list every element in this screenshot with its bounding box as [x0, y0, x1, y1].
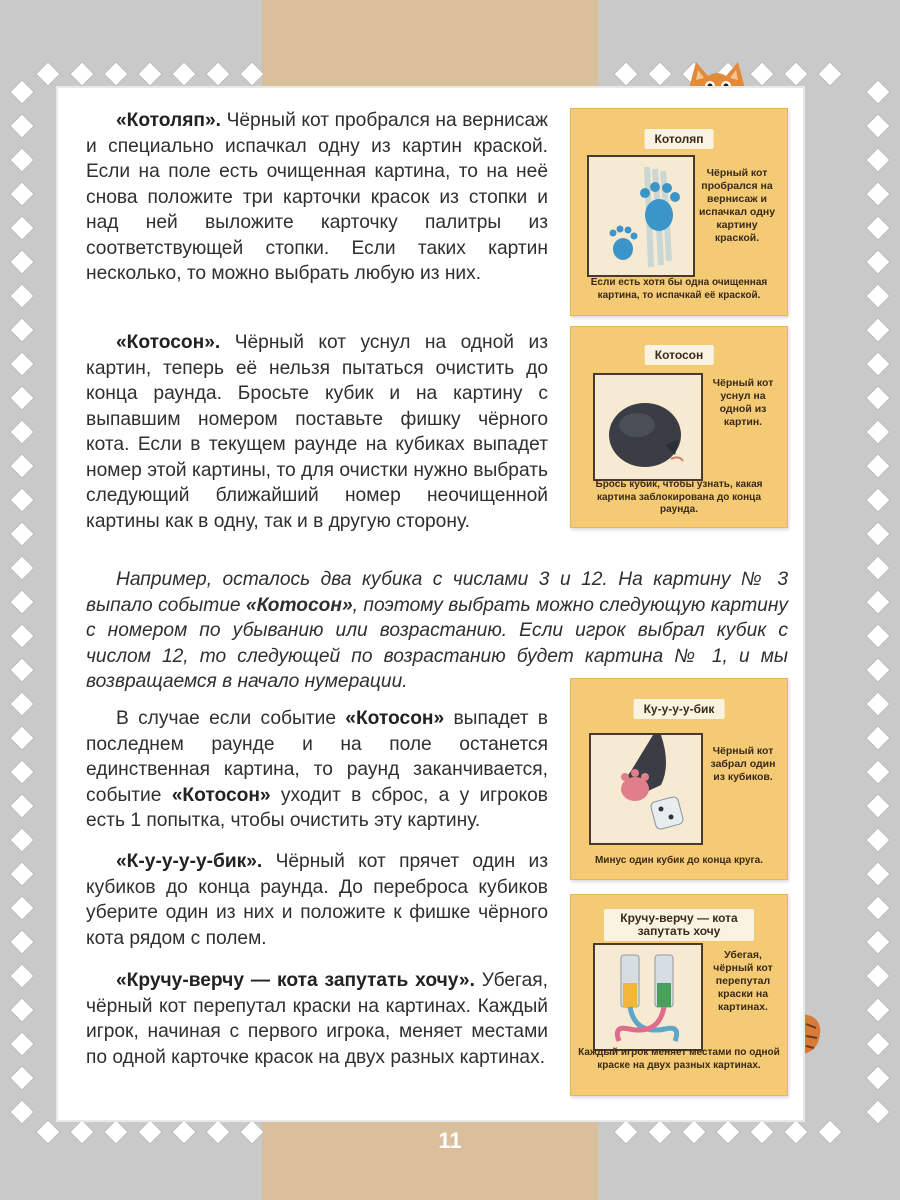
page-number: 11	[438, 1128, 462, 1153]
border-diamond	[9, 589, 34, 614]
border-diamond	[137, 61, 162, 86]
border-diamond	[35, 61, 60, 86]
paragraph-kotoson	[86, 330, 548, 534]
border-diamond	[613, 61, 638, 86]
border-diamond	[647, 61, 672, 86]
event-card-kotolyap	[570, 108, 788, 316]
card-effect: Если есть хотя бы одна очищенная картина, то испачкай её краской.	[590, 277, 768, 301]
border-diamond	[865, 963, 890, 988]
cat-paw-dice-icon	[591, 735, 701, 843]
border-diamond	[9, 147, 34, 172]
border-diamond	[865, 215, 890, 240]
event-body: Чёрный кот уснул на одной из картин, теперь её нельзя пытаться очистить до конца раунда. Бросьте кубик и на картину с выпавшим номером поставьте фишку чёрного кота. Если в текущем раунде на кубиках выпадет номер этой картины, то для очистки нужно выбрать следующий ближайший номер неочищенной картины как в одну, так и в другую сторону.	[86, 332, 548, 532]
border-diamond	[865, 1031, 890, 1056]
border-diamond	[9, 963, 34, 988]
border-diamond	[9, 1065, 34, 1090]
card-illustration-frame	[593, 373, 703, 481]
paragraph-kuuuubik	[86, 849, 548, 951]
paragraph-text: уходит в сброс, а у игроков есть 1 попытка, чтобы очистить эту картину.	[86, 784, 548, 831]
event-title: «Кручу-верчу — кота запутать хочу».	[116, 970, 475, 991]
border-diamond	[9, 895, 34, 920]
card-illustration-frame	[589, 733, 703, 845]
card-effect: Брось кубик, чтобы узнать, какая картина заблокирована до конца раунда.	[595, 479, 763, 515]
card-description: Чёрный кот уснул на одной из картин.	[712, 377, 774, 428]
border-diamond	[865, 113, 890, 138]
card-effect: Каждый игрок меняет местами по одной краске на двух разных картинах.	[578, 1047, 780, 1071]
border-diamond	[865, 283, 890, 308]
border-diamond	[9, 113, 34, 138]
paragraph-last-round	[86, 706, 548, 834]
paragraph-text: В случае если событие	[116, 708, 346, 729]
border-diamond	[865, 759, 890, 784]
border-diamond	[865, 861, 890, 886]
event-title: «К-у-у-у-у-бик».	[116, 851, 263, 872]
border-diamond	[865, 1099, 890, 1124]
border-diamond	[9, 317, 34, 342]
border-diamond	[865, 657, 890, 682]
border-diamond	[9, 385, 34, 410]
border-diamond	[749, 61, 774, 86]
card-title: Ку-у-у-у-бик	[634, 699, 725, 719]
border-diamond	[9, 691, 34, 716]
border-diamond	[239, 61, 264, 86]
card-title: Котосон	[645, 345, 714, 365]
border-diamond	[865, 181, 890, 206]
border-diamond	[9, 487, 34, 512]
border-diamond	[9, 929, 34, 954]
border-diamond	[865, 623, 890, 648]
border-diamond	[171, 61, 196, 86]
border-diamond	[865, 1065, 890, 1090]
border-diamond	[9, 623, 34, 648]
border-diamond	[865, 487, 890, 512]
border-diamond	[9, 249, 34, 274]
border-diamond	[9, 283, 34, 308]
border-diamond	[9, 521, 34, 546]
border-diamond	[865, 793, 890, 818]
border-diamond	[865, 147, 890, 172]
example-text: , поэтому выбрать можно следующую картину с номером по убыванию или возрастанию. Если игрок выбрал кубик с числом 12, то следующей по возрастанию будет картина № 1, и мы возвращаемся в начало нумерации.	[86, 594, 788, 692]
event-card-kuuuubik	[570, 678, 788, 880]
card-description: Убегая, чёрный кот перепутал краски на картинах.	[713, 949, 773, 1013]
border-diamond	[9, 351, 34, 376]
border-diamond	[9, 725, 34, 750]
border-diamond	[865, 351, 890, 376]
border-diamond	[865, 419, 890, 444]
border-diamond	[9, 759, 34, 784]
border-diamond	[9, 419, 34, 444]
paragraph-kotolyap	[86, 108, 548, 287]
border-diamond	[9, 997, 34, 1022]
card-illustration-frame	[587, 155, 695, 277]
border-diamond	[9, 1099, 34, 1124]
border-diamond	[865, 589, 890, 614]
border-diamond	[783, 61, 808, 86]
border-diamond	[205, 61, 230, 86]
border-diamond	[865, 827, 890, 852]
cat-ear-icon	[686, 58, 748, 92]
border-diamond	[9, 657, 34, 682]
border-diamond	[9, 181, 34, 206]
paint-tubes-icon	[595, 945, 701, 1049]
paragraph-text: выпадет в последнем раунде и на поле останется единственная картина, то раунд заканчивается, событие	[86, 708, 548, 806]
event-card-kruchu	[570, 894, 788, 1096]
border-diamond	[865, 725, 890, 750]
paw-print-icon	[589, 157, 693, 275]
border-diamond	[103, 61, 128, 86]
border-diamond	[865, 317, 890, 342]
paragraph-kruchu	[86, 968, 548, 1070]
border-diamond	[9, 861, 34, 886]
example-text: Например, осталось два кубика с числами 3 и 12. На картину № 3 выпало событие	[86, 569, 788, 616]
cat-tail-icon	[800, 1010, 824, 1058]
paragraph-bold: «Котосон»	[345, 708, 445, 729]
border-diamond	[817, 61, 842, 86]
border-diamond	[865, 691, 890, 716]
card-illustration-frame	[593, 943, 703, 1051]
border-diamond	[865, 521, 890, 546]
event-body: Чёрный кот пробрался на вернисаж и специально испачкал одну из картин краской. Если на поле есть очищенная картина, то на неё снова положите три карточки красок из стопки и над ней выложите карточку палитры из соответствующей стопки. Если таких картин несколько, то можно выбрать любую из них.	[86, 110, 548, 284]
border-diamond	[9, 827, 34, 852]
border-diamond	[865, 997, 890, 1022]
paragraph-example	[86, 567, 788, 695]
border-diamond	[69, 61, 94, 86]
border-diamond	[9, 215, 34, 240]
border-diamond	[865, 453, 890, 478]
border-diamond	[865, 895, 890, 920]
event-card-kotoson	[570, 326, 788, 528]
border-diamond	[865, 385, 890, 410]
sleeping-cat-icon	[595, 375, 701, 479]
border-diamond	[865, 929, 890, 954]
card-title: Кручу-верчу — кота запутать хочу	[604, 909, 754, 941]
card-description: Чёрный кот забрал один из кубиков.	[710, 745, 776, 783]
border-diamond	[865, 555, 890, 580]
event-body: Чёрный кот прячет один из кубиков до конца раунда. До переброса кубиков уберите один из них и положите к фишке чёрного кота рядом с полем.	[86, 851, 548, 949]
event-body: Убегая, чёрный кот перепутал краски на картинах. Каждый игрок, начиная с первого игрока, меняет местами по одной карточке красок на двух разных картинах.	[86, 970, 548, 1068]
border-diamond	[9, 453, 34, 478]
border-diamond	[9, 793, 34, 818]
example-bold: «Котосон»	[246, 594, 353, 616]
event-title: «Котоляп».	[116, 110, 221, 131]
paragraph-bold: «Котосон»	[171, 784, 271, 806]
border-diamond	[9, 79, 34, 104]
card-title: Котоляп	[645, 129, 714, 149]
event-title: «Котосон».	[116, 332, 221, 353]
border-diamond	[865, 249, 890, 274]
border-diamond	[9, 555, 34, 580]
border-diamond	[9, 1031, 34, 1056]
card-effect: Минус один кубик до конца круга.	[594, 855, 764, 866]
card-description: Чёрный кот пробрался на вернисаж и испачкал одну картину краской.	[698, 167, 776, 244]
border-diamond	[865, 79, 890, 104]
